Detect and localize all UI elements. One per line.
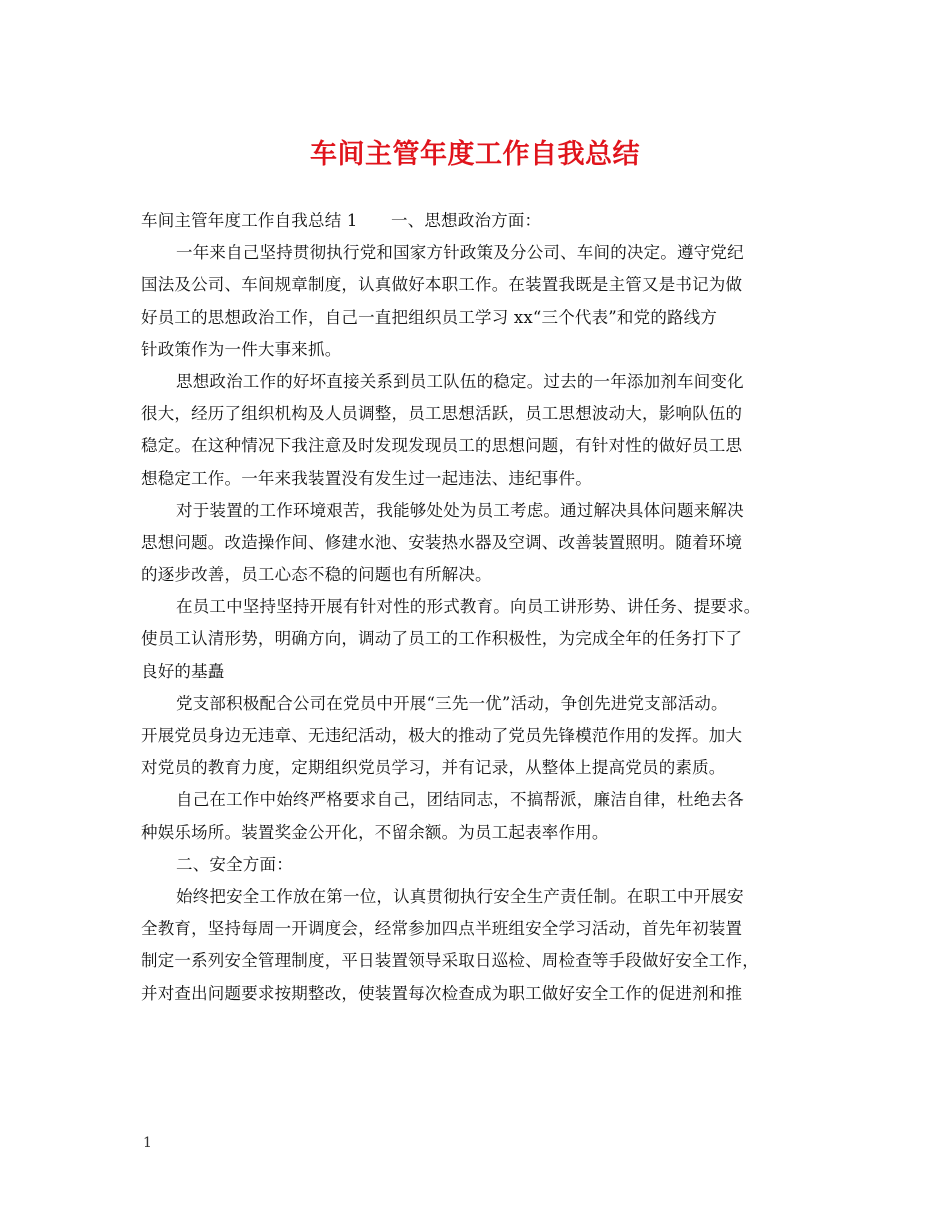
text-line: 良好的基矗 [141,661,225,681]
text-line: 对党员的教育力度，定期组织党员学习，并有记录，从整体上提高党员的素质。 [141,758,726,778]
document-title: 车间主管年度工作自我总结 [310,139,640,170]
text-line: 稳定。在这种情况下我注意及时发现发现员工的思想问题，有针对性的做好员工思 [141,436,743,456]
text-line: 的逐步改善，员工心态不稳的问题也有所解决。 [141,565,492,585]
page-number: 1 [143,1135,152,1151]
text-line: 在员工中坚持坚持开展有针对性的形式教育。向员工讲形势、讲任务、提要求。 [176,597,761,617]
document-body [141,205,813,1010]
text-line: 开展党员身边无违章、无违纪活动，极大的推动了党员先锋模范作用的发挥。加大 [141,726,743,745]
text-line: 一年来自己坚持贯彻执行党和国家方针政策及分公司、车间的决定。遵守党纪 [176,243,744,263]
text-line: 车间主管年度工作自我总结 1 一、思想政治方面： [141,211,542,230]
text-line: 制定一系列安全管理制度，平日装置领导采取日巡检、周检查等手段做好安全工作， [141,951,759,971]
text-line: 自己在工作中始终严格要求自己，团结同志，不搞帮派，廉洁自律，杜绝去各 [176,790,744,810]
text-line: 针政策作为一件大事来抓。 [141,339,342,359]
text-line: 党支部积极配合公司在党员中开展“三先一优”活动，争创先进党支部活动。 [176,693,728,713]
text-line: 国法及公司、车间规章制度，认真做好本职工作。在装置我既是主管又是书记为做 [141,275,743,295]
text-line: 好员工的思想政治工作，自己一直把组织员工学习 xx“三个代表”和党的路线方 [141,307,718,327]
text-line: 二、安全方面： [176,854,293,874]
text-line: 使员工认清形势，明确方向，调动了员工的工作积极性，为完成全年的任务打下了 [141,629,743,649]
text-line: 始终把安全工作放在第一位，认真贯彻执行安全生产责任制。在职工中开展安 [176,886,744,906]
text-line: 并对查出问题要求按期整改，使装置每次检查成为职工做好安全工作的促进剂和推 [141,983,743,1003]
text-line: 思想政治工作的好坏直接关系到员工队伍的稳定。过去的一年添加剂车间变化 [176,371,744,391]
text-line: 很大，经历了组织机构及人员调整，员工思想活跃，员工思想波动大，影响队伍的 [141,404,743,424]
text-line: 全教育，坚持每周一开调度会，经常参加四点半班组安全学习活动，首先年初装置 [141,919,743,939]
text-line: 思想问题。改造操作间、修建水池、安装热水器及空调、改善装置照明。随着环境 [141,532,743,552]
text-line: 种娱乐场所。装置奖金公开化，不留余额。为员工起表率作用。 [141,822,609,842]
text-line: 想稳定工作。一年来我装置没有发生过一起违法、违纪事件。 [141,468,592,488]
text-line: 对于装置的工作环境艰苦，我能够处处为员工考虑。通过解决具体问题来解决 [176,500,744,520]
